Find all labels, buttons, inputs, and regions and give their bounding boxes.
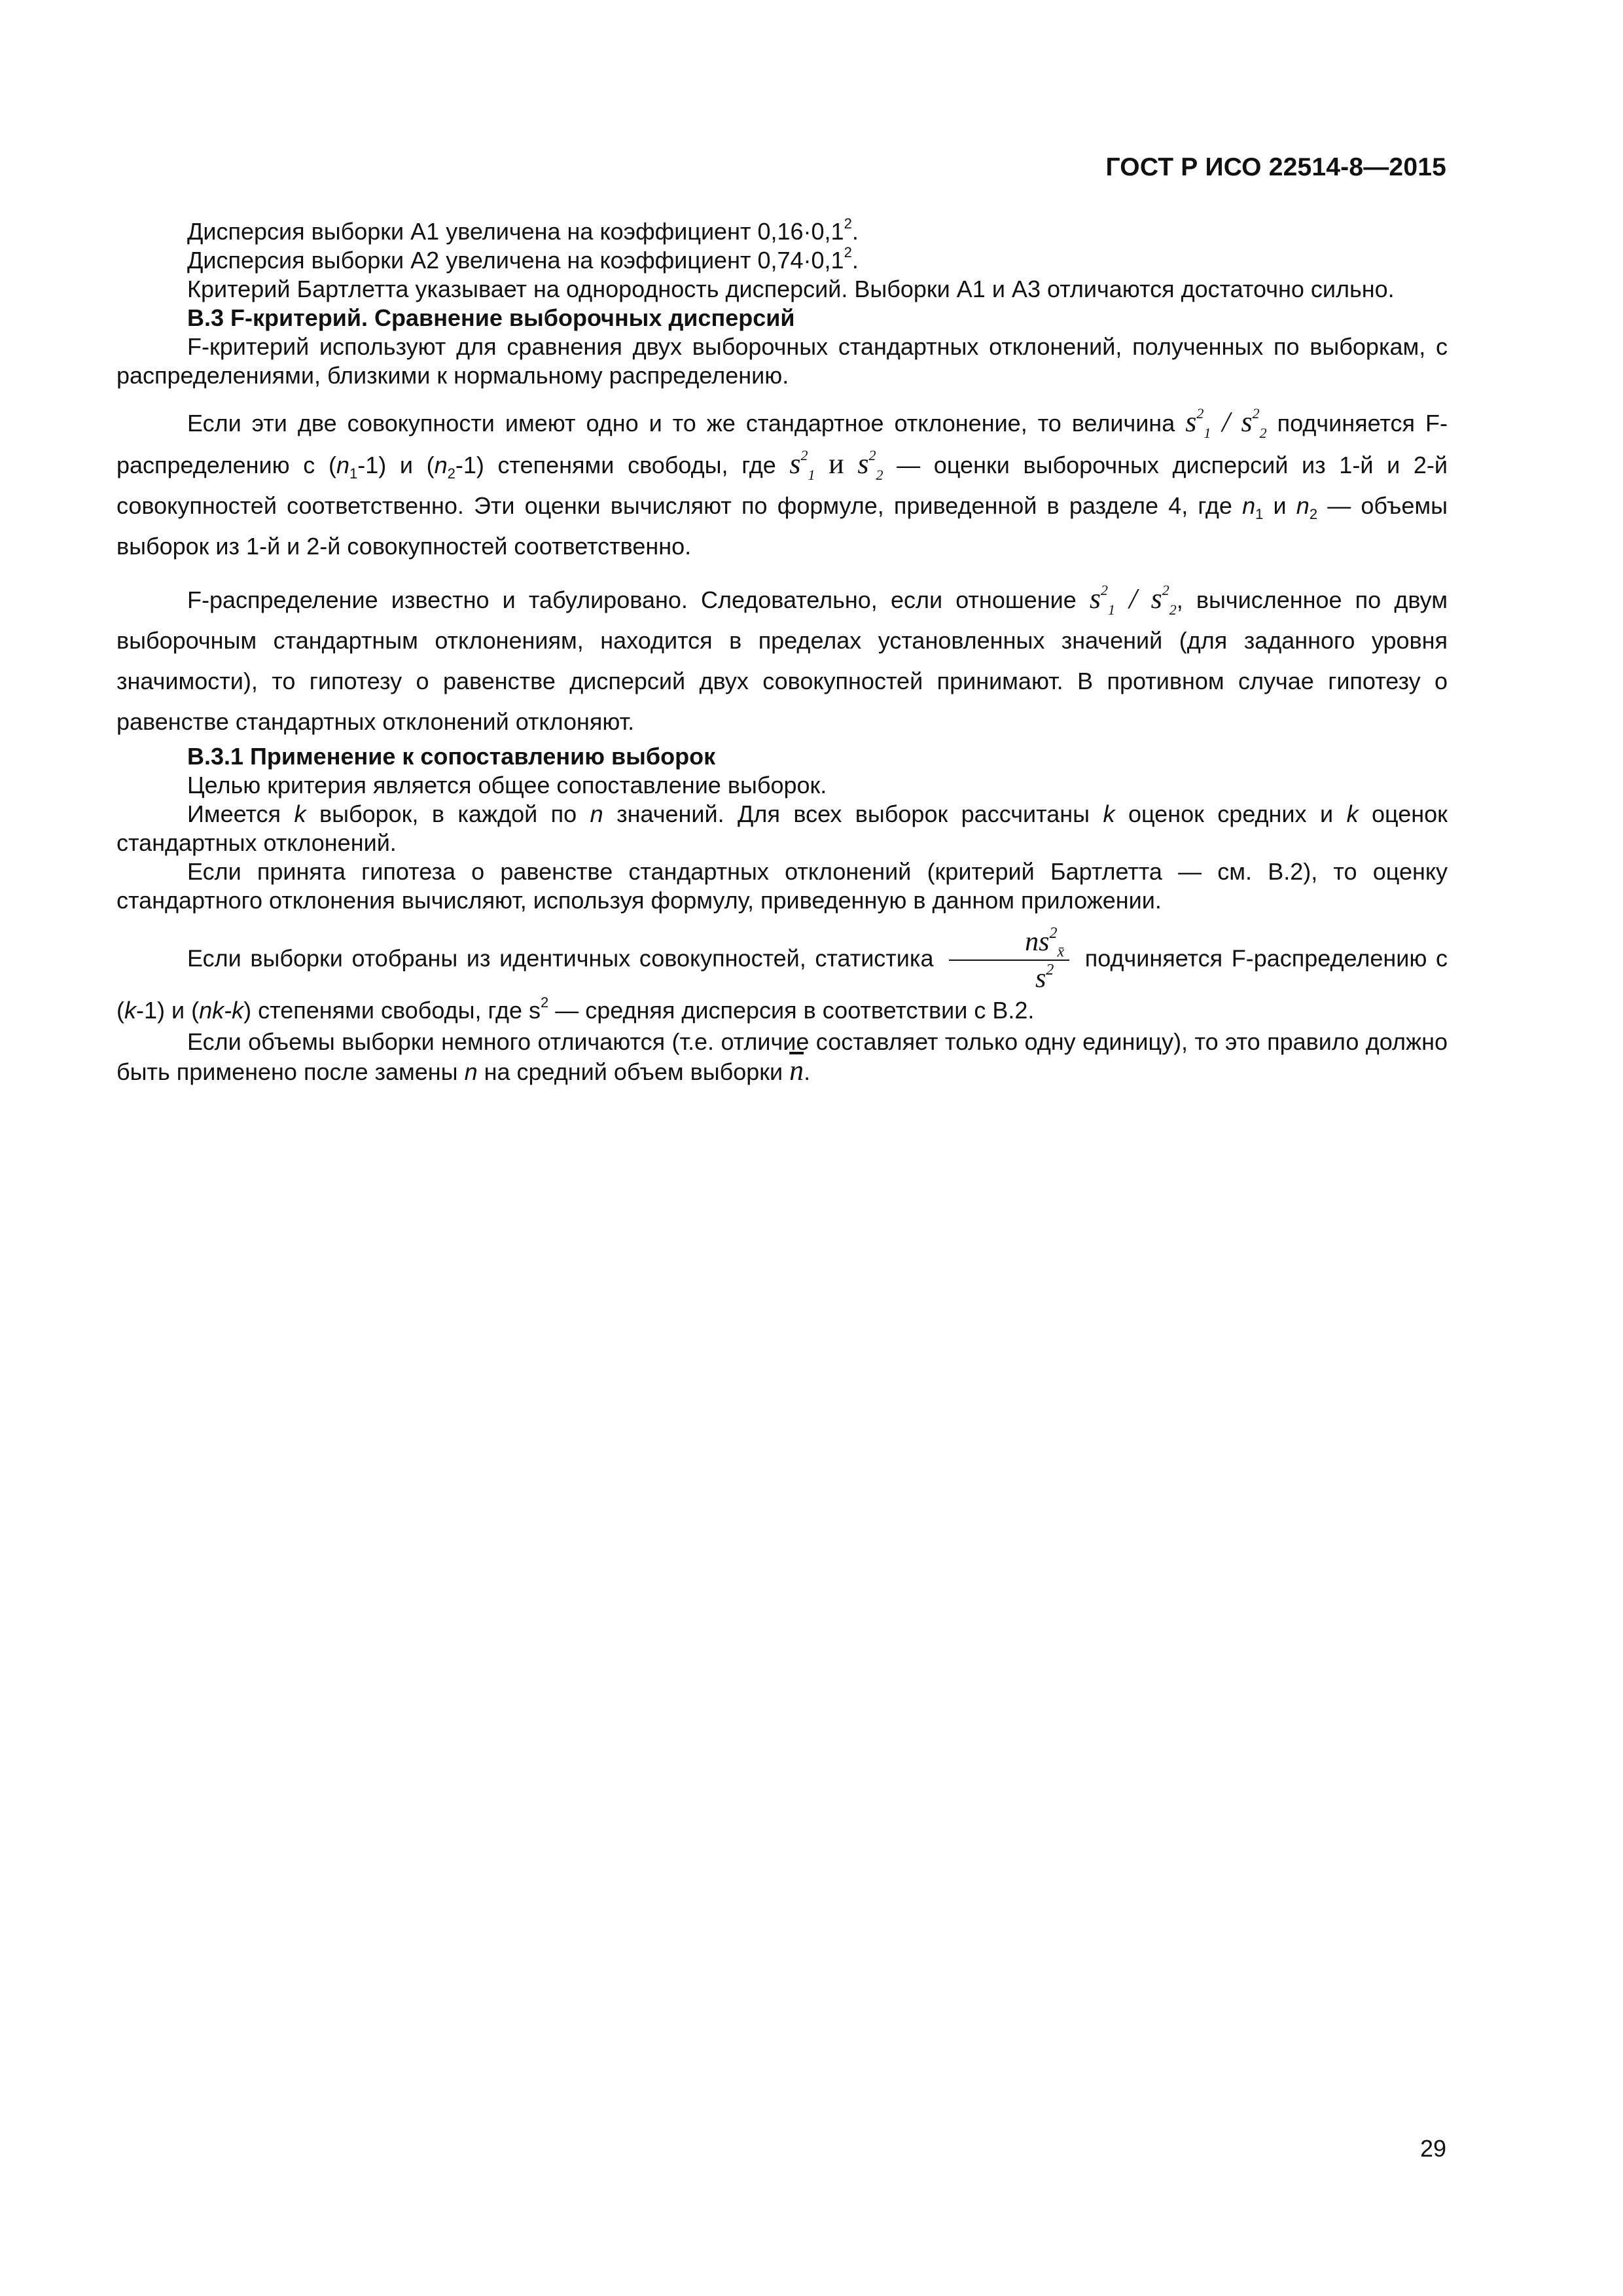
statistic-fraction: $\frac{ns^2_{x̄}}{s^2}$ [949, 927, 1069, 994]
ratio-formula-2: $s^2_1 / s^2_2$ [1089, 582, 1177, 618]
document-header: ГОСТ Р ИСО 22514-8—2015 [1105, 153, 1446, 181]
section-b31-heading: В.3.1 Применение к сопоставлению выборок [187, 743, 716, 770]
mean-sample-size: $\overline{n}$ [789, 1054, 804, 1086]
section-b31-paragraph-2: Имеется k выборок, в каждой по n значений. Для всех выборок рассчитаны k оценок средних и k оценок стандартных отклонений. [116, 800, 1448, 856]
section-b31-paragraph-1: Целью критерия является общее сопоставление выборок. [187, 772, 827, 798]
page-number: 29 [1419, 2135, 1446, 2162]
section-b3-paragraph-2: Если эти две совокупности имеют одно и то же стандартное отклонение, то величина $s^2_1 / s^2_2$ подчиняется F-распределению с $(n_1-1)$ и $(n_2-1)$ степенями свободы, где $s^2_1$ и $s^2_2$ — оценки выборочных дисперсий из 1-й и 2-й совокупностей соответственно. Эти оценки вычисляют по формуле, приведенной в разделе 4, где $n_1$ и $n_2$ — объемы выборок из 1-й и 2-й совокупностей соответственно. [116, 405, 1448, 560]
section-b31-paragraph-5: Если объемы выборки немного отличаются (т.е. отличие составляет только одну единицу), то это правило должно быть применено после замены n на средний объем выборки $\overline{n}$. [116, 1028, 1448, 1086]
page-content [116, 217, 1448, 1086]
section-b3-paragraph-1: F-критерий используют для сравнения двух выборочных стандартных отклонений, полученных по выборкам, с распределениями, близкими к нормальному распределению. [116, 333, 1448, 389]
variance-a1-line: Дисперсия выборки А1 увеличена на коэффициент $0,16\cdot 0,1^2$. [187, 215, 859, 245]
section-b3-heading: В.3 F-критерий. Сравнение выборочных дисперсий [187, 304, 795, 331]
s2-formula: $s^2_2$ [857, 447, 883, 483]
s1-formula: $s^2_1$ [789, 447, 815, 483]
section-b3-paragraph-3: F-распределение известно и табулировано. Следовательно, если отношение $s^2_1 / s^2_2$, вычисленное по двум выборочным стандартным отклонениям, находится в пределах установленных значений (для заданного уровня значимости), то гипотезу о равенстве дисперсий двух совокупностей принимают. В противном случае гипотезу о равенстве стандартных отклонений отклоняют. [116, 582, 1448, 735]
ratio-formula: $s^2_1 / s^2_2$ [1185, 405, 1267, 441]
variance-a2-line: Дисперсия выборки А2 увеличена на коэффициент $0,74\cdot 0,1^2$. [187, 244, 859, 274]
bartlett-paragraph: Критерий Бартлетта указывает на однородность дисперсий. Выборки А1 и А3 отличаются достаточно сильно. [187, 276, 1395, 302]
section-b31-paragraph-4: Если выборки отобраны из идентичных совокупностей, статистика $\frac{ns^2_{x̄}}{s^2}$ подчиняется F-распределению с (k-1) и (nk-k) степенями свободы, где $s^2$ — средняя дисперсия в соответствии с В.2. [116, 925, 1448, 1024]
section-b31-paragraph-3: Если принята гипотеза о равенстве стандартных отклонений (критерий Бартлетта — см. В.2), то оценку стандартного отклонения вычисляют, используя формулу, приведенную в данном приложении. [116, 858, 1448, 914]
